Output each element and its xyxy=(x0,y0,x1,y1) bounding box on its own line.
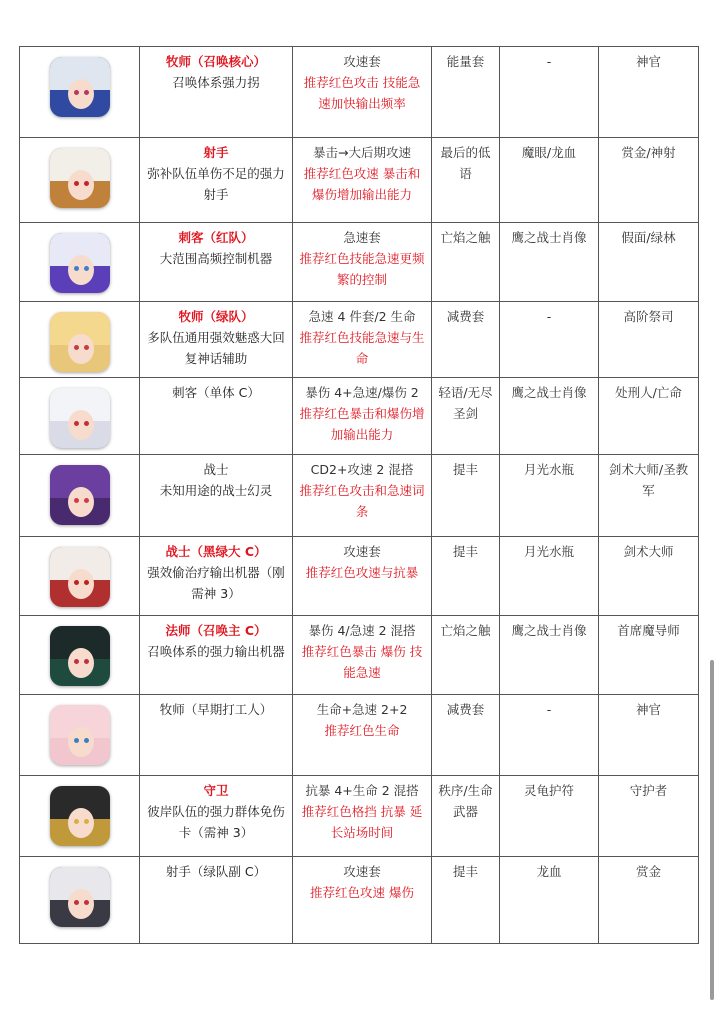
avatar-cell xyxy=(20,857,140,944)
table-row xyxy=(20,537,699,616)
sub-set-cell: 亡焰之触 xyxy=(432,616,500,695)
class-role-cell: 剑术大师 xyxy=(599,537,699,616)
hero-build-table xyxy=(19,46,699,944)
class-role-cell: 赏金 xyxy=(599,857,699,944)
avatar-cell xyxy=(20,776,140,857)
accessory-cell: 灵龟护符 xyxy=(500,776,599,857)
sub-set-cell: 减费套 xyxy=(432,302,500,378)
equipment-set: 暴伤 4+急速/爆伤 2 xyxy=(305,385,419,400)
set-cell xyxy=(293,138,432,223)
table-row xyxy=(20,47,699,138)
priest-green-avatar xyxy=(50,312,110,372)
equipment-set: CD2+攻速 2 混搭 xyxy=(310,462,414,477)
class-role-cell: 处刑人/亡命 xyxy=(599,378,699,455)
equipment-set: 生命+急速 2+2 xyxy=(316,702,408,717)
hero-name: 刺客（红队） xyxy=(178,230,254,245)
equipment-set: 急速套 xyxy=(343,230,381,245)
set-cell xyxy=(293,455,432,537)
class-role-cell: 剑术大师/圣教军 xyxy=(599,455,699,537)
hero-cell xyxy=(140,455,293,537)
hero-name: 牧师（召唤核心） xyxy=(165,54,266,69)
set-cell xyxy=(293,378,432,455)
accessory-cell: 鹰之战士肖像 xyxy=(500,223,599,302)
sub-set-cell: 能量套 xyxy=(432,47,500,138)
hero-name: 守卫 xyxy=(203,783,229,798)
hero-description: 召唤体系强力拐 xyxy=(172,75,260,90)
accessory-cell: - xyxy=(500,695,599,776)
class-role-cell: 神官 xyxy=(599,47,699,138)
hero-description: 多队伍通用强效魅惑大回复神话辅助 xyxy=(147,330,285,366)
avatar-cell xyxy=(20,378,140,455)
warrior-blackgreen-avatar xyxy=(50,547,110,607)
set-recommendation: 推荐红色攻击和急速词条 xyxy=(299,483,425,519)
set-recommendation: 推荐红色格挡 抗暴 延长站场时间 xyxy=(301,804,423,840)
sub-set-cell: 减费套 xyxy=(432,695,500,776)
avatar-cell xyxy=(20,537,140,616)
hero-cell xyxy=(140,537,293,616)
hero-cell xyxy=(140,695,293,776)
sub-set-cell: 提丰 xyxy=(432,857,500,944)
mage-summon-avatar xyxy=(50,626,110,686)
priest-summon-avatar xyxy=(50,57,110,117)
set-recommendation: 推荐红色暴击和爆伤增加输出能力 xyxy=(299,406,425,442)
hero-name: 射手 xyxy=(203,145,229,160)
warrior-avatar xyxy=(50,465,110,525)
equipment-set: 攻速套 xyxy=(343,544,381,559)
accessory-cell: 龙血 xyxy=(500,857,599,944)
priest-early-avatar xyxy=(50,705,110,765)
table-row xyxy=(20,223,699,302)
accessory-cell: - xyxy=(500,302,599,378)
hero-cell xyxy=(140,47,293,138)
equipment-set: 暴击→大后期攻速 xyxy=(313,145,411,160)
set-cell xyxy=(293,537,432,616)
accessory-cell: 月光水瓶 xyxy=(500,537,599,616)
scrollbar[interactable] xyxy=(710,660,714,1000)
sub-set-cell: 亡焰之触 xyxy=(432,223,500,302)
sub-set-cell: 最后的低语 xyxy=(432,138,500,223)
sub-set-cell: 提丰 xyxy=(432,537,500,616)
avatar-cell xyxy=(20,223,140,302)
hero-name: 射手（绿队副 C） xyxy=(165,864,267,879)
hero-description: 强效偷治疗输出机器（刚需神 3） xyxy=(147,565,285,601)
set-cell xyxy=(293,616,432,695)
hero-cell xyxy=(140,616,293,695)
hero-name: 法师（召唤主 C） xyxy=(165,623,267,638)
hero-name: 战士 xyxy=(203,462,229,477)
hero-cell xyxy=(140,378,293,455)
equipment-set: 急速 4 件套/2 生命 xyxy=(308,309,416,324)
hero-description: 彼岸队伍的强力群体免伤卡（需神 3） xyxy=(147,804,285,840)
hero-cell xyxy=(140,223,293,302)
class-role-cell: 首席魔导师 xyxy=(599,616,699,695)
equipment-set: 抗暴 4+生命 2 混搭 xyxy=(305,783,419,798)
table-row xyxy=(20,302,699,378)
accessory-cell: 魔眼/龙血 xyxy=(500,138,599,223)
accessory-cell: 月光水瓶 xyxy=(500,455,599,537)
hero-cell xyxy=(140,138,293,223)
hero-description: 大范围高频控制机器 xyxy=(159,251,273,266)
avatar-cell xyxy=(20,138,140,223)
set-recommendation: 推荐红色攻速 爆伤 xyxy=(310,885,414,900)
avatar-cell xyxy=(20,302,140,378)
set-recommendation: 推荐红色攻击 技能急速加快输出频率 xyxy=(303,75,421,111)
class-role-cell: 赏金/神射 xyxy=(599,138,699,223)
set-cell xyxy=(293,302,432,378)
set-recommendation: 推荐红色技能急速与生命 xyxy=(299,330,425,366)
table-row xyxy=(20,776,699,857)
hero-name: 牧师（早期打工人） xyxy=(159,702,273,717)
class-role-cell: 守护者 xyxy=(599,776,699,857)
accessory-cell: 鹰之战士肖像 xyxy=(500,378,599,455)
assassin-single-avatar xyxy=(50,388,110,448)
class-role-cell: 假面/绿林 xyxy=(599,223,699,302)
table-row xyxy=(20,616,699,695)
archer-green-avatar xyxy=(50,867,110,927)
table-row xyxy=(20,378,699,455)
class-role-cell: 高阶祭司 xyxy=(599,302,699,378)
accessory-cell: - xyxy=(500,47,599,138)
hero-name: 战士（黑绿大 C） xyxy=(165,544,267,559)
set-recommendation: 推荐红色攻速与抗暴 xyxy=(305,565,419,580)
set-recommendation: 推荐红色攻速 暴击和爆伤增加输出能力 xyxy=(303,166,421,202)
equipment-set: 攻速套 xyxy=(343,864,381,879)
hero-name: 牧师（绿队） xyxy=(178,309,254,324)
table-row xyxy=(20,455,699,537)
guard-avatar xyxy=(50,786,110,846)
equipment-set: 攻速套 xyxy=(343,54,381,69)
archer-avatar xyxy=(50,148,110,208)
avatar-cell xyxy=(20,695,140,776)
table-row xyxy=(20,695,699,776)
sub-set-cell: 提丰 xyxy=(432,455,500,537)
avatar-cell xyxy=(20,616,140,695)
hero-cell xyxy=(140,857,293,944)
avatar-cell xyxy=(20,455,140,537)
hero-name: 刺客（单体 C） xyxy=(172,385,260,400)
table-row xyxy=(20,138,699,223)
hero-cell xyxy=(140,302,293,378)
set-recommendation: 推荐红色技能急速更频繁的控制 xyxy=(299,251,425,287)
set-cell xyxy=(293,223,432,302)
set-cell xyxy=(293,857,432,944)
class-role-cell: 神官 xyxy=(599,695,699,776)
assassin-red-avatar xyxy=(50,233,110,293)
hero-description: 弥补队伍单伤不足的强力射手 xyxy=(147,166,285,202)
set-cell xyxy=(293,47,432,138)
hero-description: 召唤体系的强力输出机器 xyxy=(147,644,285,659)
sub-set-cell: 轻语/无尽圣剑 xyxy=(432,378,500,455)
set-recommendation: 推荐红色生命 xyxy=(324,723,400,738)
set-cell xyxy=(293,776,432,857)
hero-description: 未知用途的战士幻灵 xyxy=(159,483,273,498)
table-row xyxy=(20,857,699,944)
equipment-set: 暴伤 4/急速 2 混搭 xyxy=(308,623,416,638)
accessory-cell: 鹰之战士肖像 xyxy=(500,616,599,695)
set-cell xyxy=(293,695,432,776)
sub-set-cell: 秩序/生命武器 xyxy=(432,776,500,857)
set-recommendation: 推荐红色暴击 爆伤 技能急速 xyxy=(301,644,423,680)
hero-cell xyxy=(140,776,293,857)
avatar-cell xyxy=(20,47,140,138)
